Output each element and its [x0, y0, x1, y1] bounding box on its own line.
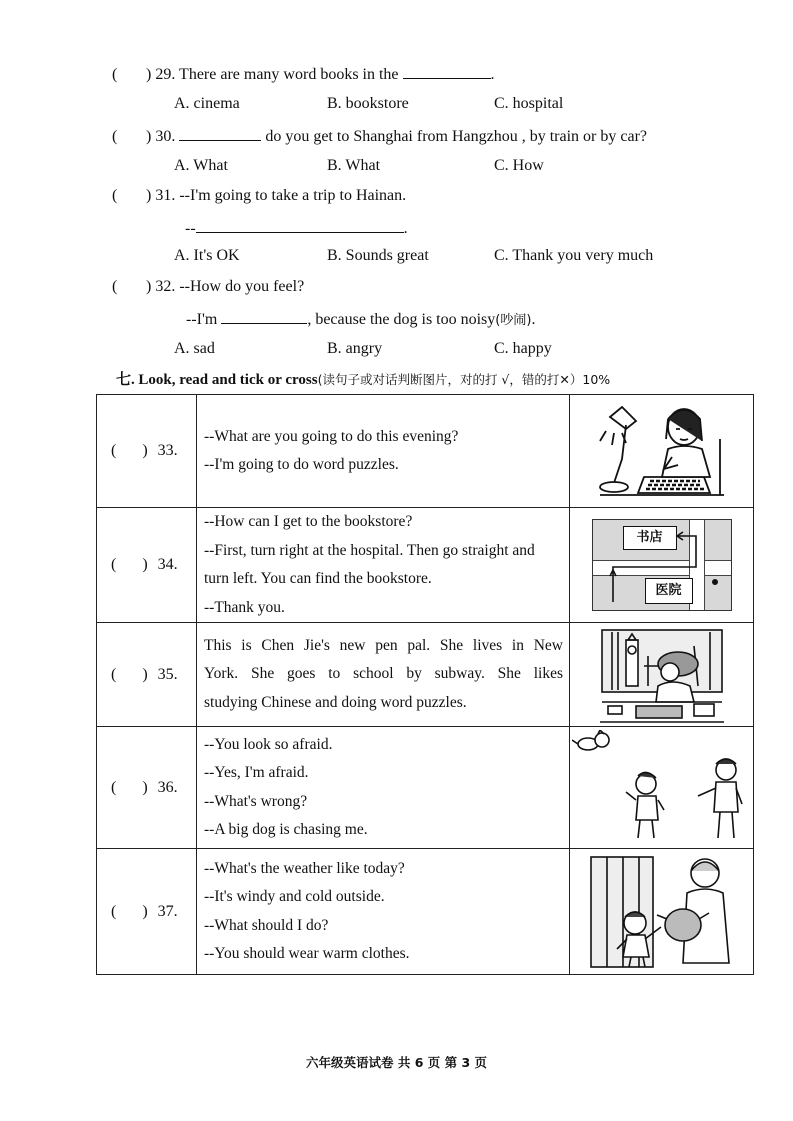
question-31-reply	[185, 218, 408, 238]
answer-paren-open[interactable]: (	[111, 442, 117, 459]
option-c: C. Thank you very much	[494, 247, 654, 264]
reply-prefix: --	[185, 220, 196, 237]
dialogue-line: --Yes, I'm afraid.	[204, 764, 309, 781]
row-picture-cell	[570, 727, 754, 849]
option-b: B. angry	[327, 340, 383, 357]
option-a: A. It's OK	[174, 247, 240, 264]
row-text-cell	[197, 395, 570, 508]
tick-or-cross-table	[96, 394, 754, 975]
dialogue-line: --You look so afraid.	[204, 735, 333, 753]
row-number-cell	[97, 727, 197, 849]
answer-paren-close: )	[146, 278, 152, 295]
dialogue-line: --What's wrong?	[204, 792, 308, 810]
answer-paren-close: )	[146, 187, 152, 204]
option-c: C. happy	[494, 340, 552, 357]
answer-paren-open: (	[112, 187, 118, 204]
answer-paren-close: )	[142, 442, 148, 459]
section-number: 七.	[116, 372, 135, 388]
question-text: --I'm going to take a trip to Hainan.	[179, 187, 407, 204]
dialogue-line: --What's the weather like today?	[204, 859, 405, 877]
row-text-cell	[197, 623, 570, 727]
girl-at-window-with-clock-tower-icon	[598, 626, 726, 724]
row-number: 35.	[157, 665, 178, 683]
row-text-cell	[197, 849, 570, 975]
dialogue-line: --It's windy and cold outside.	[204, 888, 385, 905]
row-number-cell	[97, 623, 197, 727]
passage-line: York. She goes to school by subway. She likes	[204, 665, 563, 683]
route-map-icon	[592, 519, 732, 611]
dialogue-line: --First, turn right at the hospital. Then go straight and	[204, 541, 535, 559]
row-number: 37.	[157, 902, 178, 920]
answer-blank[interactable]	[179, 126, 261, 141]
mother-giving-sweater-icon	[587, 853, 737, 971]
dialogue-line: --I'm going to do word puzzles.	[204, 456, 399, 473]
passage-line: studying Chinese and doing word puzzles.	[204, 693, 467, 711]
answer-paren-close: )	[142, 556, 148, 573]
reply-end: .	[531, 311, 536, 328]
bookstore-label: 书店	[623, 526, 677, 550]
question-29	[112, 64, 495, 84]
answer-paren-open[interactable]: (	[111, 902, 117, 920]
option-c: C. How	[494, 157, 544, 174]
question-30	[112, 126, 647, 146]
row-picture-cell	[570, 849, 754, 975]
section-instruction: (读句子或对话判断图片，对的打 √，错的打✕）10%	[317, 372, 611, 387]
row-number-cell	[97, 849, 197, 975]
answer-paren-close: )	[142, 778, 148, 796]
row-number-cell	[97, 508, 197, 623]
row-number: 34.	[157, 556, 178, 573]
question-32-reply	[186, 309, 535, 329]
row-text-cell	[197, 727, 570, 849]
option-b: B. What	[327, 157, 381, 174]
row-number-cell	[97, 395, 197, 508]
question-31	[112, 187, 406, 205]
reply-end: .	[403, 220, 408, 237]
boys-and-cat-icon	[572, 730, 752, 846]
option-a: A. sad	[174, 340, 215, 357]
reply-prefix: --I'm	[186, 311, 218, 328]
answer-paren-open: (	[112, 66, 118, 83]
row-number: 33.	[157, 442, 178, 459]
dialogue-line: turn left. You can find the bookstore.	[204, 570, 432, 587]
dialogue-line: --What should I do?	[204, 916, 329, 934]
question-number: 31.	[155, 187, 176, 204]
question-text: There are many word books in the	[179, 66, 399, 83]
answer-paren-open[interactable]: (	[111, 665, 117, 683]
girl-reading-under-lamp-icon	[592, 399, 732, 503]
table-row	[97, 395, 754, 508]
hospital-label: 医院	[645, 578, 693, 604]
passage-line: This is Chen Jie's new pen pal. She lives in New	[204, 636, 563, 654]
table-row	[97, 623, 754, 727]
option-b: B. Sounds great	[327, 247, 429, 264]
question-text: do you get to Shanghai from Hangzhou , by train or by car?	[265, 128, 648, 145]
question-number: 32.	[155, 278, 176, 295]
question-text-end: .	[490, 66, 495, 83]
table-row	[97, 508, 754, 623]
dialogue-line: --What are you going to do this evening?	[204, 427, 459, 445]
answer-paren-open[interactable]: (	[111, 556, 117, 573]
dialogue-line: --You should wear warm clothes.	[204, 945, 410, 962]
reply-chinese-gloss: (吵闹)	[495, 313, 532, 328]
option-a: A. What	[174, 157, 228, 174]
route-arrow-icon	[593, 520, 731, 610]
answer-blank[interactable]	[221, 309, 307, 324]
section-heading	[116, 368, 610, 389]
row-number: 36.	[157, 778, 178, 796]
option-a: A. cinema	[174, 95, 240, 112]
row-picture-cell	[570, 623, 754, 727]
answer-paren-close: )	[142, 665, 148, 683]
row-picture-cell	[570, 395, 754, 508]
table-row	[97, 727, 754, 849]
row-text-cell	[197, 508, 570, 623]
reply-text: , because the dog is too noisy	[307, 311, 496, 328]
dialogue-line: --How can I get to the bookstore?	[204, 513, 413, 530]
answer-blank[interactable]	[403, 64, 491, 79]
answer-paren-close: )	[146, 66, 152, 83]
answer-blank[interactable]	[196, 218, 404, 233]
question-32	[112, 278, 304, 296]
answer-paren-open[interactable]: (	[111, 778, 117, 796]
row-picture-cell	[570, 508, 754, 623]
dialogue-line: --Thank you.	[204, 598, 285, 616]
answer-paren-close: )	[142, 902, 148, 920]
question-number: 29.	[155, 66, 176, 83]
dialogue-line: --A big dog is chasing me.	[204, 821, 368, 838]
option-b: B. bookstore	[327, 95, 409, 112]
question-number: 30.	[155, 128, 176, 145]
section-title: Look, read and tick or cross	[138, 372, 318, 388]
question-text: --How do you feel?	[179, 278, 305, 295]
page-footer: 六年级英语试卷 共 6 页 第 3 页	[305, 1055, 487, 1070]
option-c: C. hospital	[494, 95, 564, 112]
answer-paren-open: (	[112, 128, 118, 145]
answer-paren-close: )	[146, 128, 152, 145]
answer-paren-open: (	[112, 278, 118, 295]
table-row	[97, 849, 754, 975]
